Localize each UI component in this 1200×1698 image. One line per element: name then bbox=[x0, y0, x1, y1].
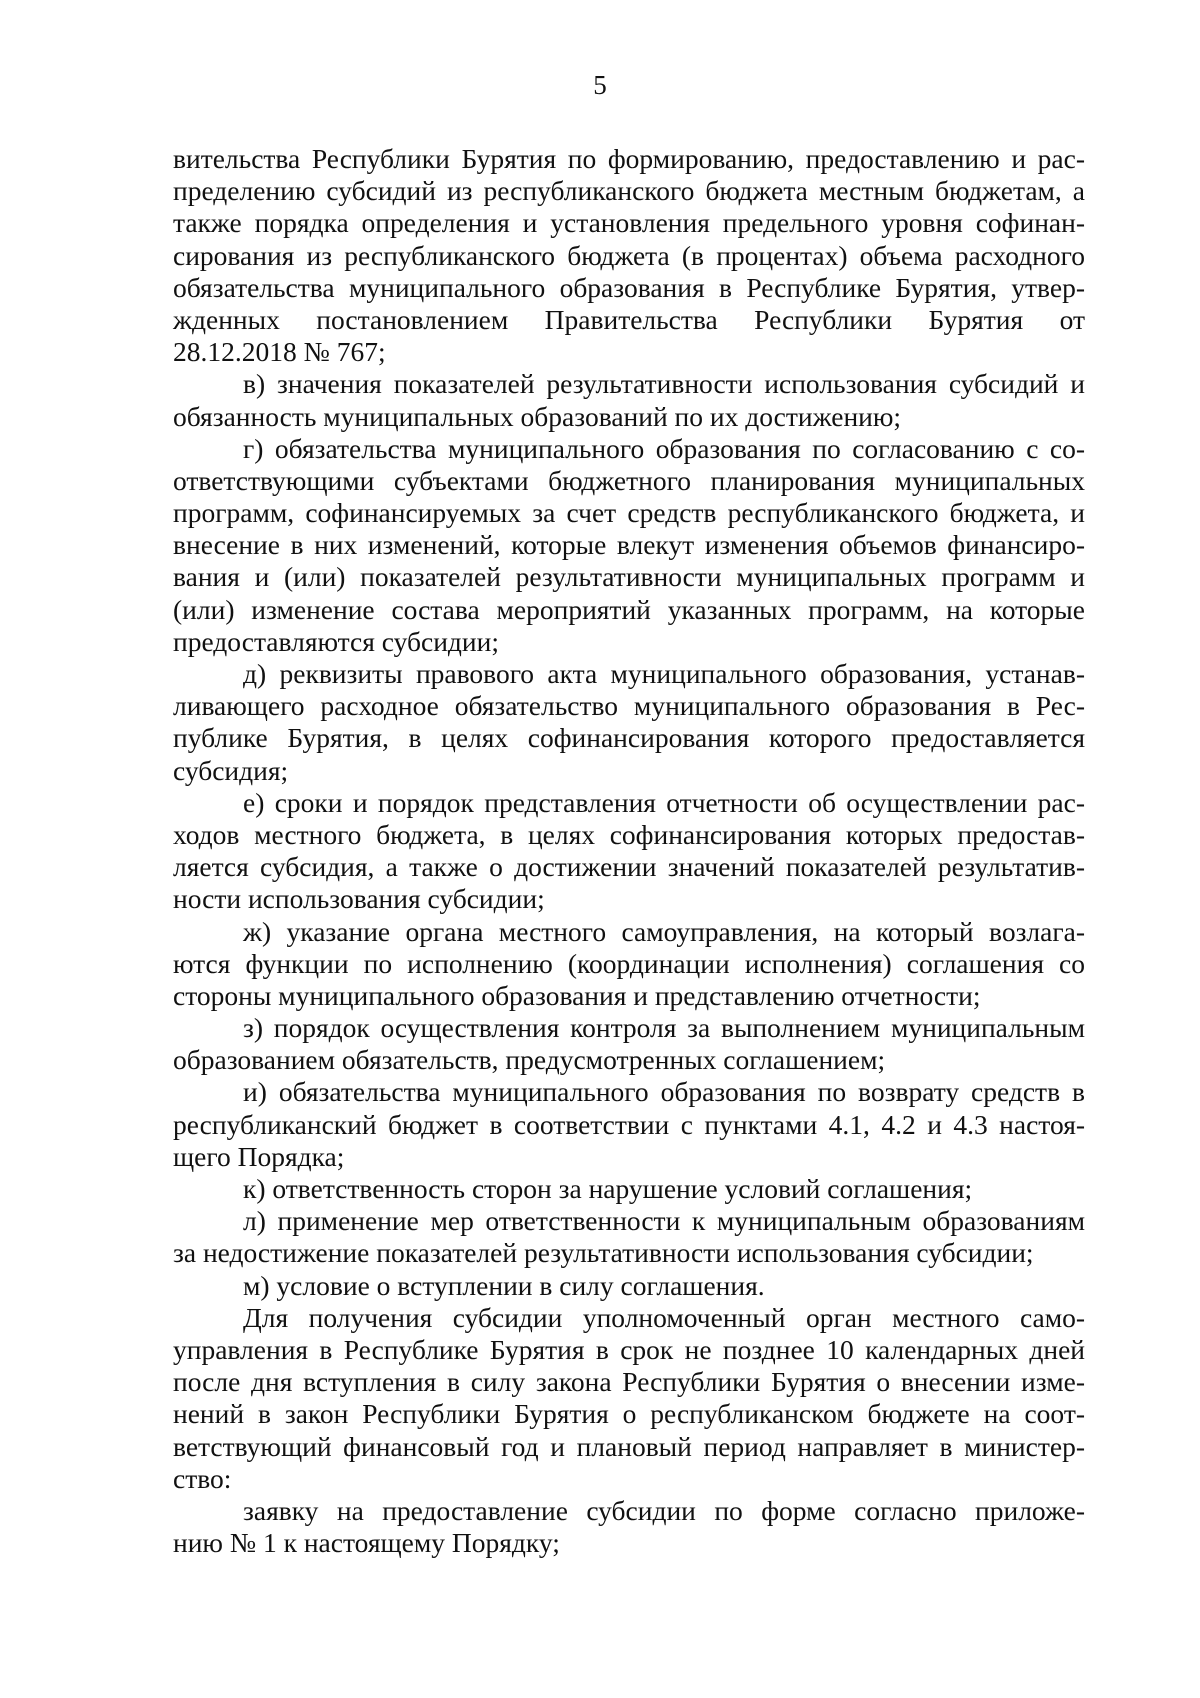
text-line: жденных постановлением Правительства Республики Бурятия от bbox=[173, 303, 1085, 335]
text-line: образованием обязательств, предусмотренных соглашением; bbox=[173, 1044, 886, 1076]
paragraph bbox=[173, 1302, 1085, 1495]
text-line: вания и (или) показателей результативности муниципальных программ и bbox=[173, 561, 1085, 593]
paragraph bbox=[173, 787, 1085, 916]
paragraph bbox=[173, 143, 1085, 368]
text-line: после дня вступления в силу закона Республики Бурятия о внесении изме- bbox=[173, 1366, 1085, 1398]
text-line: з) порядок осуществления контроля за выполнением муниципальным bbox=[243, 1012, 1085, 1044]
text-line: ности использования субсидии; bbox=[173, 883, 545, 915]
text-line: сирования из республиканского бюджета (в процентах) объема расходного bbox=[173, 239, 1085, 271]
text-line: обязанность муниципальных образований по их достижению; bbox=[173, 400, 902, 432]
text-line: г) обязательства муниципального образования по согласованию с со- bbox=[243, 432, 1085, 464]
text-line: ответствующими субъектами бюджетного планирования муниципальных bbox=[173, 464, 1085, 496]
text-line: м) условие о вступлении в силу соглашения. bbox=[243, 1269, 765, 1301]
text-line: щего Порядка; bbox=[173, 1140, 345, 1172]
text-line: д) реквизиты правового акта муниципального образования, устанав- bbox=[243, 658, 1085, 689]
text-line: пределению субсидий из республиканского бюджета местным бюджетам, а bbox=[173, 175, 1085, 207]
text-line: ство: bbox=[173, 1462, 232, 1494]
paragraph bbox=[173, 916, 1085, 1013]
text-line: обязательства муниципального образования в Республике Бурятия, утвер- bbox=[173, 271, 1085, 303]
text-line: л) применение мер ответственности к муниципальным образованиям bbox=[243, 1205, 1085, 1237]
text-line: в) значения показателей результативности использования субсидий и bbox=[243, 368, 1085, 400]
text-line: предоставляются субсидии; bbox=[173, 625, 499, 657]
paragraph bbox=[173, 1495, 1085, 1559]
text-line: за недостижение показателей результативности использования субсидии; bbox=[173, 1237, 1034, 1269]
text-line: программ, софинансируемых за счет средств республиканского бюджета, и bbox=[173, 497, 1085, 529]
text-line: ляется субсидия, а также о достижении значений показателей результатив- bbox=[173, 851, 1085, 883]
text-line: стороны муниципального образования и представлению отчетности; bbox=[173, 979, 981, 1011]
text-line: е) сроки и порядок представления отчетности об осуществлении рас- bbox=[243, 786, 1085, 818]
page-number: 5 bbox=[593, 70, 607, 100]
paragraph bbox=[173, 1173, 1085, 1205]
text-line: вительства Республики Бурятия по формированию, предоставлению и рас- bbox=[173, 143, 1085, 174]
text-line: управления в Республике Бурятия в срок не позднее 10 календарных дней bbox=[173, 1333, 1085, 1365]
text-line: 28.12.2018 № 767; bbox=[173, 336, 386, 368]
text-line: (или) изменение состава мероприятий указанных программ, на которые bbox=[173, 593, 1085, 625]
paragraph bbox=[173, 368, 1085, 432]
text-line: публике Бурятия, в целях софинансирования которого предоставляется bbox=[173, 722, 1085, 754]
text-line: заявку на предоставление субсидии по форме согласно приложе- bbox=[243, 1494, 1085, 1526]
text-line: нений в закон Республики Бурятия о республиканском бюджете на соот- bbox=[173, 1398, 1085, 1430]
text-line: и) обязательства муниципального образования по возврату средств в bbox=[243, 1076, 1085, 1108]
paragraph bbox=[173, 1205, 1085, 1269]
text-line: ются функции по исполнению (координации исполнения) соглашения со bbox=[173, 947, 1085, 979]
text-line: ветствующий финансовый год и плановый период направляет в министер- bbox=[173, 1430, 1085, 1462]
text-line: субсидия; bbox=[173, 754, 289, 786]
text-line: нию № 1 к настоящему Порядку; bbox=[173, 1527, 560, 1559]
text-line: ж) указание органа местного самоуправления, на который возлага- bbox=[243, 915, 1085, 947]
text-line: к) ответственность сторон за нарушение условий соглашения; bbox=[243, 1173, 973, 1204]
text-line: Для получения субсидии уполномоченный орган местного само- bbox=[243, 1301, 1085, 1333]
paragraph bbox=[173, 1076, 1085, 1173]
text-line: ходов местного бюджета, в целях софинансирования которых предостав- bbox=[173, 818, 1085, 850]
text-line: республиканский бюджет в соответствии с пунктами 4.1, 4.2 и 4.3 настоя- bbox=[173, 1108, 1085, 1140]
text-line: внесение в них изменений, которые влекут изменения объемов финансиро- bbox=[173, 529, 1085, 561]
paragraph bbox=[173, 433, 1085, 658]
paragraph bbox=[173, 1270, 1085, 1302]
text-line: ливающего расходное обязательство муниципального образования в Рес- bbox=[173, 690, 1085, 722]
paragraph bbox=[173, 1012, 1085, 1076]
document-body bbox=[173, 143, 1085, 1559]
text-line: также порядка определения и установления предельного уровня софинан- bbox=[173, 207, 1085, 239]
paragraph bbox=[173, 658, 1085, 787]
